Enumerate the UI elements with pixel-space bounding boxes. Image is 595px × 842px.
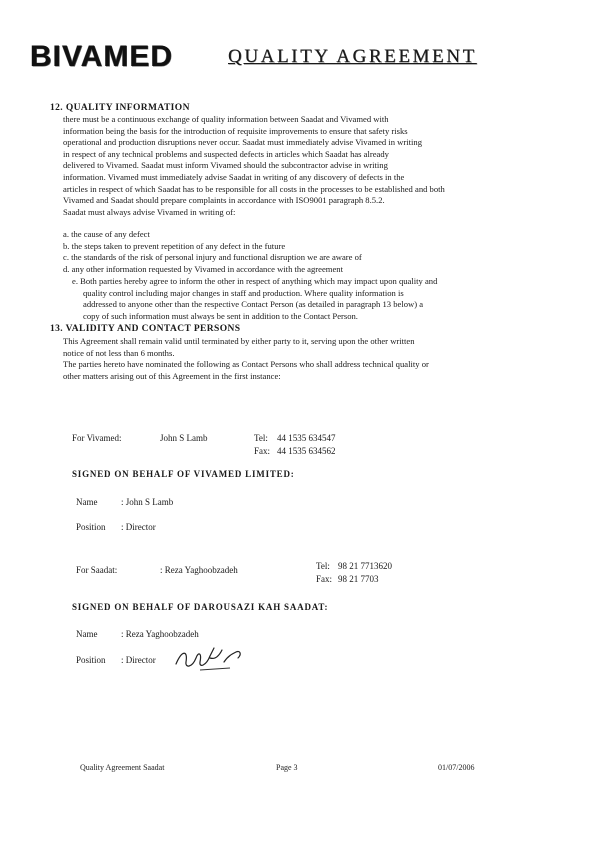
saadat-fax-value: 98 21 7703	[338, 574, 379, 584]
section-12-bullets	[63, 229, 362, 275]
section-12-line: Vivamed and Saadat should prepare complaints in accordance with ISO9001 paragraph 8.5.2.	[63, 195, 385, 206]
saadat-contact-label: For Saadat:	[76, 565, 118, 575]
section-12-item-e	[72, 276, 437, 322]
handwritten-signature	[170, 640, 250, 676]
bullet-item: d. any other information requested by Vivamed in accordance with the agreement	[63, 263, 343, 274]
section-13-line: other matters arising out of this Agreement in the first instance:	[63, 370, 281, 381]
section-13-line: This Agreement shall remain valid until terminated by either party to it, serving upon the other written	[63, 336, 415, 346]
vivamed-contact-name: John S Lamb	[160, 433, 208, 443]
footer-left: Quality Agreement Saadat	[80, 763, 165, 772]
vivamed-tel-label: Tel:	[254, 433, 268, 443]
footer-date: 01/07/2006	[438, 763, 475, 772]
vivamed-signed-heading: SIGNED ON BEHALF OF VIVAMED LIMITED:	[72, 469, 295, 479]
section-13-body	[63, 336, 429, 382]
item-e-line: addressed to anyone other than the respective Contact Person (as detailed in paragraph 13 below) a	[83, 299, 424, 310]
section-12-line: in respect of any technical problems and suspected defects in articles which Saadat has already	[63, 148, 389, 159]
section-13-line: notice of not less than 6 months.	[63, 347, 175, 358]
item-e-line: e. Both parties hereby agree to inform the other in respect of anything which may impact upon quality and	[72, 276, 438, 286]
section-13-line: The parties hereto have nominated the following as Contact Persons who shall address technical quality or	[63, 359, 429, 370]
section-12-line: information. Vivamed must immediately advise Saadat in writing of any discovery of defects in the	[63, 171, 405, 182]
saadat-fax-label: Fax:	[316, 574, 333, 584]
saadat-name-value: : Reza Yaghoobzadeh	[121, 629, 199, 639]
saadat-name-label: Name	[76, 629, 98, 639]
vivamed-fax-label: Fax:	[254, 446, 271, 456]
section-12-line: Saadat must always advise Vivamed in writing of:	[63, 206, 236, 217]
saadat-signed-heading: SIGNED ON BEHALF OF DAROUSAZI KAH SAADAT:	[72, 602, 329, 612]
vivamed-name-label: Name	[76, 497, 98, 507]
company-logo: BIVAMED	[30, 40, 174, 73]
section-12-line: there must be a continuous exchange of quality information between Saadat and Vivamed with	[63, 114, 389, 124]
section-12-line: information being the basis for the introduction of requisite improvements to ensure that safety risks	[63, 125, 408, 136]
vivamed-position-label: Position	[76, 522, 106, 532]
item-e-line: quality control including major changes in staff and production. Where quality information is	[83, 287, 404, 298]
footer-page-number: Page 3	[276, 763, 298, 772]
bullet-item: c. the standards of the risk of personal injury and functional disruption we are aware of	[63, 252, 362, 263]
saadat-tel-label: Tel:	[316, 561, 330, 571]
document-title: QUALITY AGREEMENT	[228, 46, 477, 67]
vivamed-fax-value: 44 1535 634562	[277, 446, 336, 456]
saadat-position-value: : Director	[121, 655, 156, 665]
bullet-item: b. the steps taken to prevent repetition of any defect in the future	[63, 240, 286, 251]
saadat-position-label: Position	[76, 655, 106, 665]
vivamed-name-value: : John S Lamb	[121, 497, 174, 507]
section-12-line: articles in respect of which Saadat has to be responsible for all costs in the processes to be established and both	[63, 183, 445, 194]
item-e-line: copy of such information must always be sent in addition to the Contact Person.	[83, 310, 358, 321]
bullet-item: a. the cause of any defect	[63, 229, 150, 239]
section-12-line: delivered to Vivamed. Saadat must inform Vivamed should the subcontractor advise in writing	[63, 160, 388, 171]
vivamed-position-value: : Director	[121, 522, 156, 532]
section-12-body	[63, 114, 445, 218]
section-13-heading: 13. VALIDITY AND CONTACT PERSONS	[50, 324, 241, 334]
saadat-contact-name: : Reza Yaghoobzadeh	[160, 565, 238, 575]
vivamed-tel-value: 44 1535 634547	[277, 433, 336, 443]
saadat-tel-value: 98 21 7713620	[338, 561, 392, 571]
section-12-line: operational and production disruptions never occur. Saadat must immediately advise Vivamed in writing	[63, 137, 422, 148]
section-12-heading: 12. QUALITY INFORMATION	[50, 103, 190, 113]
vivamed-contact-label: For Vivamed:	[72, 433, 122, 443]
